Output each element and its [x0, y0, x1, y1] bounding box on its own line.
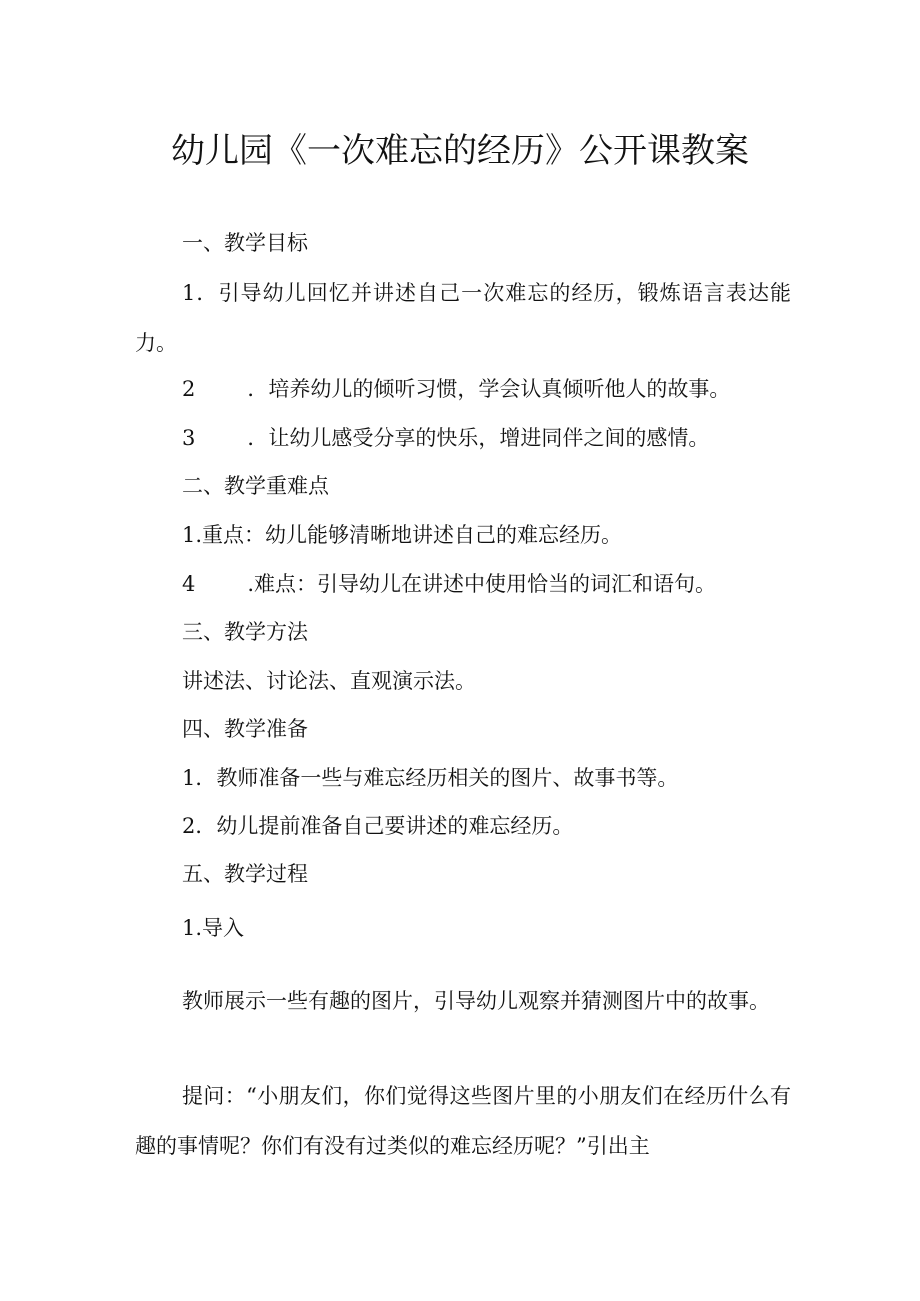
section-heading-methods: 三、教学方法 [182, 620, 308, 644]
item-text: ．让幼儿感受分享的快乐，增进同伴之间的感情。 [247, 426, 710, 450]
section-heading-preparation: 四、教学准备 [182, 717, 308, 741]
key-point-item-2 [182, 569, 716, 599]
objective-item-3 [182, 423, 709, 453]
methods-text: 讲述法、讨论法、直观演示法。 [182, 669, 476, 693]
process-paragraph-2: 提问：“小朋友们，你们觉得这些图片里的小朋友们在经历什么有趣的事情呢？你们有没有过类似的难忘经历呢？”引出主 [135, 1084, 791, 1158]
process-paragraph-1: 教师展示一些有趣的图片，引导幼儿观察并猜测图片中的故事。 [182, 989, 770, 1013]
section-heading-objectives: 一、教学目标 [182, 231, 308, 255]
item-number: 4 [182, 572, 196, 596]
document-title: 幼儿园《一次难忘的经历》公开课教案 [171, 131, 749, 171]
key-point-item-1: 1.重点：幼儿能够清晰地讲述自己的难忘经历。 [182, 523, 623, 547]
section-heading-process: 五、教学过程 [182, 862, 308, 886]
preparation-item-2: 2．幼儿提前准备自己要讲述的难忘经历。 [182, 814, 574, 838]
item-text: ．培养幼儿的倾听习惯，学会认真倾听他人的故事。 [247, 377, 731, 401]
item-text: .难点：引导幼儿在讲述中使用恰当的词汇和语句。 [247, 572, 717, 596]
section-heading-key-points: 二、教学重难点 [182, 474, 329, 498]
process-subheading-intro: 1.导入 [182, 916, 245, 940]
objective-item-1: 1．引导幼儿回忆并讲述自己一次难忘的经历，锻炼语言表达能力。 [135, 281, 791, 355]
preparation-item-1: 1．教师准备一些与难忘经历相关的图片、故事书等。 [182, 766, 679, 790]
item-number: 3 [182, 426, 196, 450]
item-number: 2 [182, 377, 196, 401]
objective-item-2 [182, 374, 730, 404]
